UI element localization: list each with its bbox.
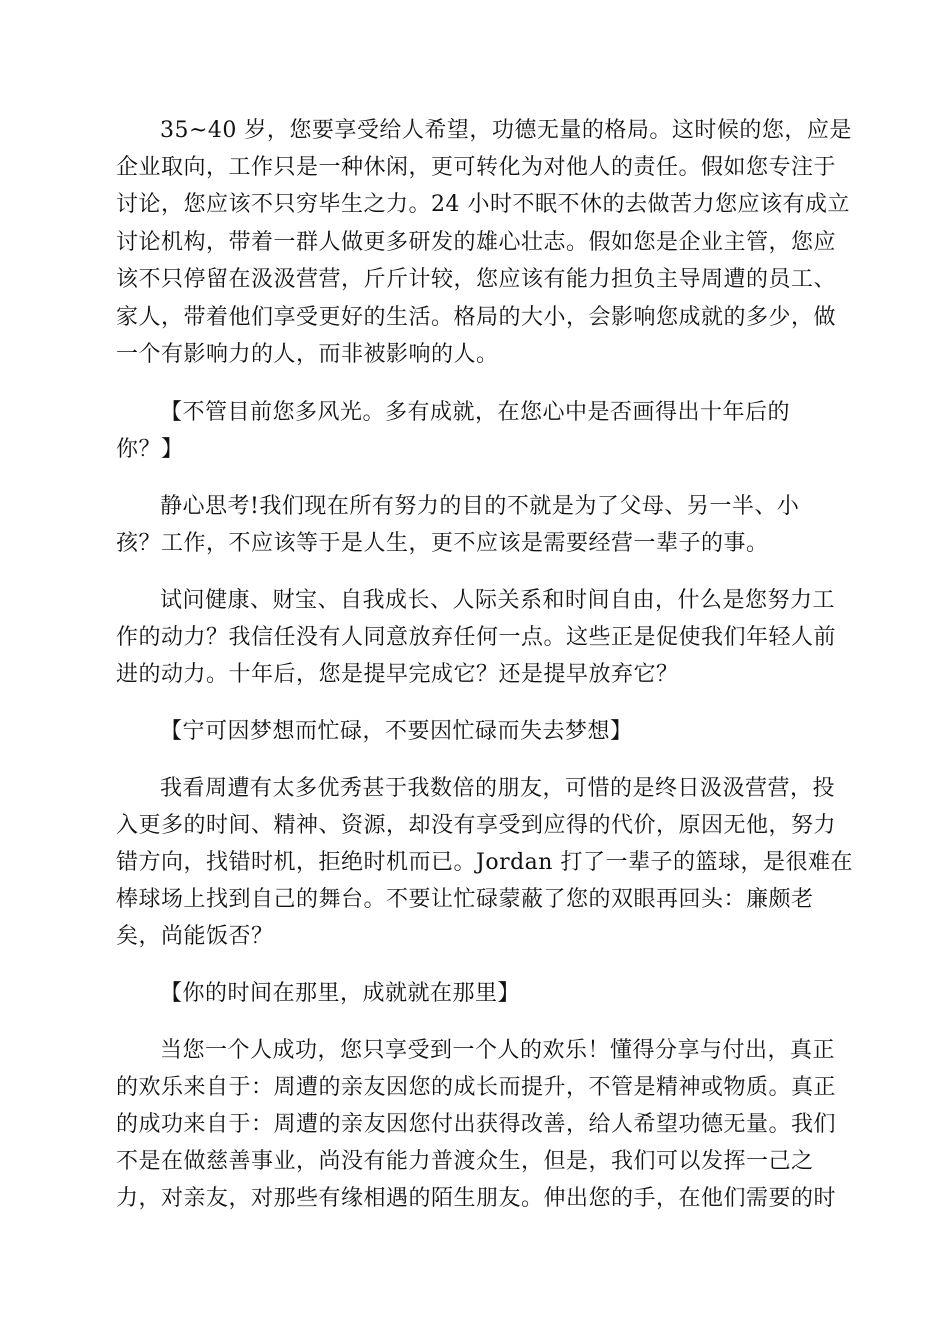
paragraph-line: 静心思考!我们现在所有努力的目的不就是为了父母、另一半、小	[160, 494, 800, 519]
paragraph-line: 讨论机构，带着一群人做更多研发的雄心壮志。假如您是企业主管，您应	[116, 230, 837, 255]
paragraph-line: 我看周遭有太多优秀甚于我数倍的朋友，可惜的是终日汲汲营营，投	[160, 776, 836, 801]
paragraph-line: 作的动力？我信任没有人同意放弃任何一点。这些正是促使我们年轻人前	[116, 625, 837, 650]
paragraph-line: 力，对亲友，对那些有缘相遇的陌生朋友。伸出您的手，在他们需要的时	[116, 1186, 837, 1211]
paragraph-line: 进的动力。十年后，您是提早完成它？还是提早放弃它？	[116, 662, 679, 687]
paragraph-line: 该不只停留在汲汲营营，斤斤计较，您应该有能力担负主导周遭的员工、	[116, 267, 837, 292]
paragraph-line: 讨论，您应该不只穷毕生之力。24 小时不眠不休的去做苦力您应该有成立	[116, 192, 850, 217]
heading-line: 【宁可因梦想而忙碌，不要因忙碌而失去梦想】	[160, 719, 633, 744]
heading-line: 【不管目前您多风光。多有成就，在您心中是否画得出十年后的	[160, 400, 791, 425]
paragraph-line: 35~40 岁，您要享受给人希望，功德无量的格局。这时候的您，应是	[160, 118, 852, 143]
paragraph-line: 家人，带着他们享受更好的生活。格局的大小，会影响您成就的多少，做	[116, 305, 837, 330]
paragraph-line: 当您一个人成功，您只享受到一个人的欢乐！懂得分享与付出，真正	[160, 1038, 836, 1063]
paragraph-line: 一个有影响力的人，而非被影响的人。	[116, 342, 499, 367]
paragraph-line: 不是在做慈善事业，尚没有能力普渡众生，但是，我们可以发挥一己之	[116, 1149, 814, 1174]
paragraph-line: 的成功来自于：周遭的亲友因您付出获得改善，给人希望功德无量。我们	[116, 1112, 837, 1137]
paragraph-line: 错方向，找错时机，拒绝时机而已。Jordan 打了一辈子的篮球，是很难在	[116, 850, 853, 875]
paragraph-line: 试问健康、财宝、自我成长、人际关系和时间自由，什么是您努力工	[160, 588, 836, 613]
paragraph-line: 入更多的时间、精神、资源，却没有享受到应得的代价，原因无他，努力	[116, 813, 837, 838]
paragraph-line: 矣，尚能饭否？	[116, 924, 274, 949]
paragraph-line: 企业取向，工作只是一种休闲，更可转化为对他人的责任。假如您专注于	[116, 155, 837, 180]
heading-line: 你？】	[116, 437, 184, 462]
paragraph-line: 孩？工作，不应该等于是人生，更不应该是需要经营一辈子的事。	[116, 531, 769, 556]
paragraph-line: 棒球场上找到自己的舞台。不要让忙碌蒙蔽了您的双眼再回头：廉颇老	[116, 887, 814, 912]
heading-line: 【你的时间在那里，成就就在那里】	[160, 981, 521, 1006]
paragraph-line: 的欢乐来自于：周遭的亲友因您的成长而提升，不管是精神或物质。真正	[116, 1075, 837, 1100]
